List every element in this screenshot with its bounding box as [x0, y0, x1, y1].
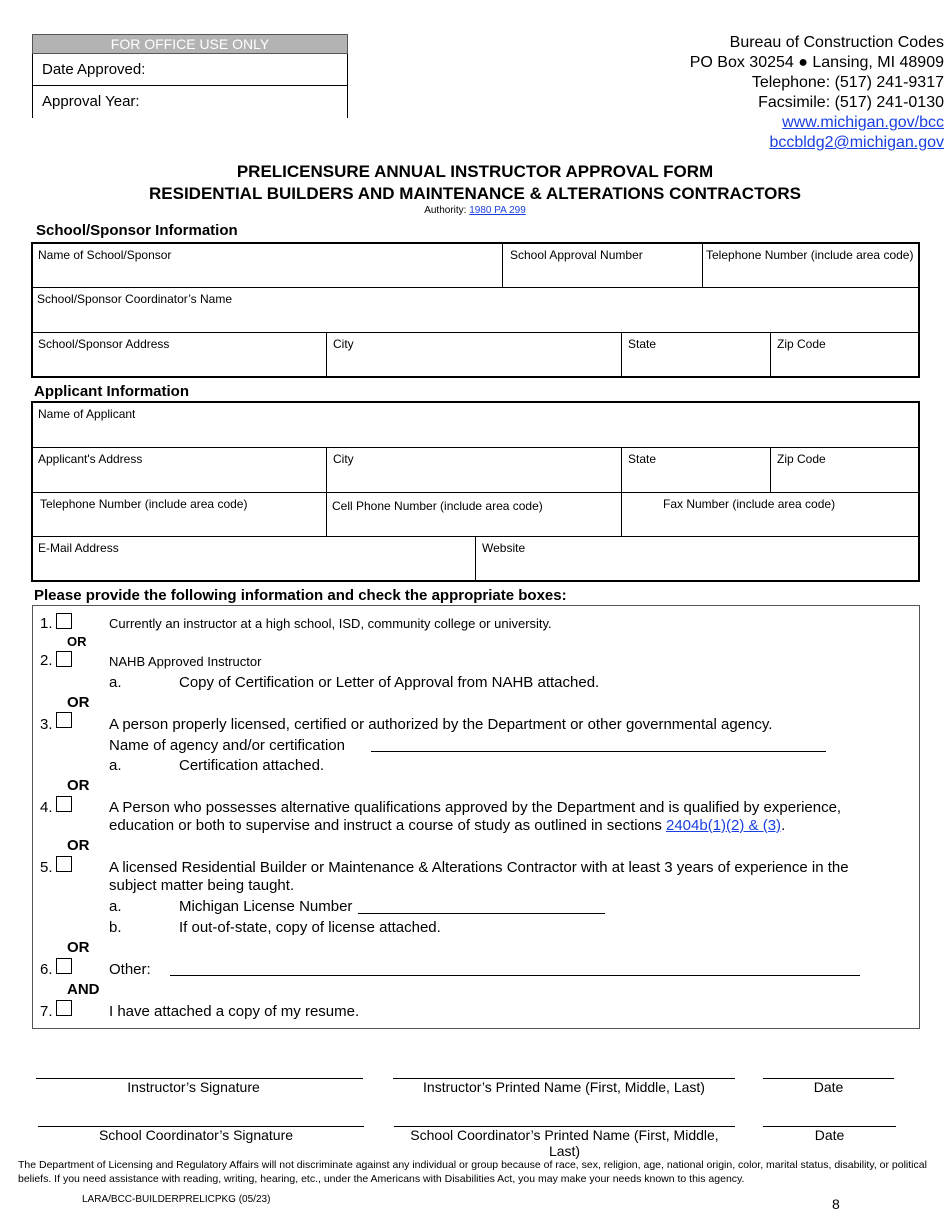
instructor-signature-label: Instructor’s Signature — [127, 1079, 260, 1095]
coordinator-date-label: Date — [814, 1127, 845, 1143]
or-separator: OR — [67, 837, 90, 854]
item7-number: 7. — [40, 1003, 53, 1020]
school-telephone-field[interactable]: Telephone Number (include area code) — [706, 248, 914, 262]
item6-text: Other: — [109, 961, 151, 978]
applicant-fax-field[interactable]: Fax Number (include area code) — [663, 497, 836, 511]
item6-number: 6. — [40, 961, 53, 978]
form-subtitle: RESIDENTIAL BUILDERS AND MAINTENANCE & ALTERATIONS CONTRACTORS — [149, 184, 801, 203]
item5-sub-a-label: a. — [109, 898, 122, 915]
item2-sub-a-text: Copy of Certification or Letter of Approval from NAHB attached. — [179, 674, 600, 691]
item5-text-line1: A licensed Residential Builder or Maintenance & Alterations Contractor with at least 3 years of experience in the — [109, 859, 849, 876]
school-address-field[interactable]: School/Sponsor Address — [38, 337, 170, 351]
authority-link[interactable]: 1980 PA 299 — [469, 205, 526, 216]
sections-link[interactable]: 2404b(1)(2) & (3) — [666, 817, 782, 834]
item4-text-line2-body: education or both to supervise and instruct a course of study as outlined in sections — [109, 817, 662, 834]
item2-number: 2. — [40, 652, 53, 669]
coordinator-name-label: School Coordinator’s Printed Name (First, Middle, Last) — [410, 1127, 719, 1159]
or-separator: OR — [67, 634, 87, 649]
or-separator: OR — [67, 777, 90, 794]
coordinator-signature-label: School Coordinator’s Signature — [98, 1127, 294, 1143]
authority-label: Authority: — [424, 205, 467, 216]
item5-sub-b-label: b. — [109, 919, 122, 936]
license-number-input-line[interactable] — [358, 913, 605, 914]
item4-text-line1: A Person who possesses alternative qualifications approved by the Department and is qualified by experience, — [109, 799, 842, 816]
item1-text: Currently an instructor at a high school, ISD, community college or university. — [109, 616, 552, 631]
item7-checkbox[interactable] — [56, 1000, 72, 1016]
school-approval-number-field[interactable]: School Approval Number — [510, 248, 643, 262]
office-use-box — [32, 34, 348, 118]
item3-number: 3. — [40, 716, 53, 733]
page-number: 8 — [832, 1196, 840, 1212]
checklist-heading: Please provide the following information and check the appropriate boxes: — [34, 587, 567, 604]
school-zip-field[interactable]: Zip Code — [777, 337, 826, 351]
office-use-header: FOR OFFICE USE ONLY — [32, 34, 348, 54]
item4-period: . — [781, 817, 786, 834]
bureau-address: PO Box 30254 ● Lansing, MI 48909 — [689, 54, 944, 71]
authority-line — [0, 205, 950, 216]
item2-text: NAHB Approved Instructor — [109, 654, 262, 669]
school-table — [31, 242, 920, 378]
date-approved-field[interactable]: Date Approved: — [32, 54, 348, 86]
school-section-label: School/Sponsor Information — [36, 222, 238, 239]
item3-text: A person properly licensed, certified or authorized by the Department or other governmental agency. — [109, 716, 773, 733]
or-separator: OR — [67, 939, 90, 956]
applicant-email-field[interactable]: E-Mail Address — [38, 541, 119, 555]
item1-number: 1. — [40, 615, 53, 632]
item5-checkbox[interactable] — [56, 856, 72, 872]
applicant-state-field[interactable]: State — [628, 452, 657, 466]
bureau-fax: Facsimile: (517) 241-0130 — [758, 94, 944, 111]
bureau-website-link[interactable]: www.michigan.gov/bcc — [782, 114, 944, 131]
bureau-telephone: Telephone: (517) 241-9317 — [751, 74, 944, 91]
applicant-name-field[interactable]: Name of Applicant — [38, 407, 136, 421]
nondiscrimination-note: The Department of Licensing and Regulatory Affairs will not discriminate against any individual or group because of race, sex, religion, age, national origin, color, marital status, disability, or political beliefs. If you need assistance with reading, writing, hearing, etc., under the Americans with Disabilities Act, you may make your needs known to this agency. — [18, 1159, 927, 1185]
other-input-line[interactable] — [170, 975, 860, 976]
instructor-name-label: Instructor’s Printed Name (First, Middle, Last) — [423, 1079, 705, 1095]
item3-sub-a-label: a. — [109, 757, 122, 774]
applicant-address-field[interactable]: Applicant's Address — [38, 452, 143, 466]
item1-checkbox[interactable] — [56, 613, 72, 629]
applicant-table — [31, 401, 920, 582]
item4-text-line2 — [109, 817, 785, 834]
item4-number: 4. — [40, 799, 53, 816]
applicant-telephone-field[interactable]: Telephone Number (include area code) — [40, 497, 248, 511]
form-title: PRELICENSURE ANNUAL INSTRUCTOR APPROVAL FORM — [236, 162, 714, 181]
item3-sub-a-text: Certification attached. — [179, 757, 325, 774]
item5-text-line2: subject matter being taught. — [109, 877, 295, 894]
item2-sub-a-label: a. — [109, 674, 122, 691]
applicant-website-field[interactable]: Website — [482, 541, 526, 555]
and-separator: AND — [67, 981, 100, 998]
instructor-date-label: Date — [813, 1079, 844, 1095]
item6-checkbox[interactable] — [56, 958, 72, 974]
item5-number: 5. — [40, 859, 53, 876]
item5-sub-a-text: Michigan License Number — [179, 898, 353, 915]
item5-sub-b-text: If out-of-state, copy of license attached. — [179, 919, 441, 936]
school-state-field[interactable]: State — [628, 337, 657, 351]
item4-checkbox[interactable] — [56, 796, 72, 812]
school-city-field[interactable]: City — [333, 337, 354, 351]
applicant-cell-field[interactable]: Cell Phone Number (include area code) — [332, 499, 543, 513]
applicant-city-field[interactable]: City — [333, 452, 354, 466]
form-id: LARA/BCC-BUILDERPRELICPKG (05/23) — [82, 1194, 271, 1205]
bureau-contact — [690, 33, 944, 153]
coordinator-name-field[interactable]: School/Sponsor Coordinator’s Name — [37, 292, 232, 306]
item2-checkbox[interactable] — [56, 651, 72, 667]
item3-checkbox[interactable] — [56, 712, 72, 728]
applicant-zip-field[interactable]: Zip Code — [777, 452, 826, 466]
agency-input-line[interactable] — [371, 751, 826, 752]
item3-agency-label: Name of agency and/or certification — [109, 737, 345, 754]
approval-year-field[interactable]: Approval Year: — [32, 86, 348, 118]
bureau-email-link[interactable]: bccbldg2@michigan.gov — [769, 134, 944, 151]
bureau-name: Bureau of Construction Codes — [729, 34, 944, 51]
or-separator: OR — [67, 694, 90, 711]
item7-text: I have attached a copy of my resume. — [109, 1003, 360, 1020]
school-name-field[interactable]: Name of School/Sponsor — [38, 248, 172, 262]
applicant-section-label: Applicant Information — [34, 383, 189, 400]
